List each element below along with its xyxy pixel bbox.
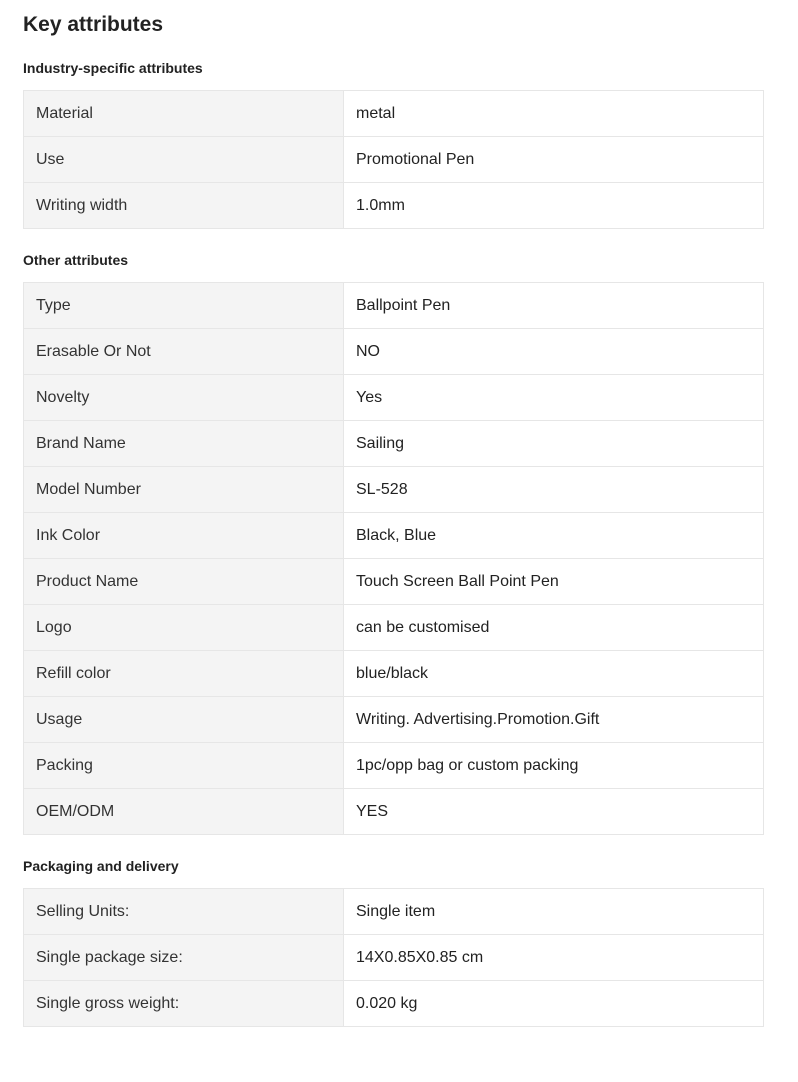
other-attributes-table <box>23 282 764 835</box>
attribute-value: metal <box>344 91 764 137</box>
table-row <box>24 183 764 229</box>
attribute-key: Novelty <box>24 375 344 421</box>
attribute-key: Model Number <box>24 467 344 513</box>
table-row <box>24 375 764 421</box>
attribute-key: Refill color <box>24 651 344 697</box>
attribute-key: Use <box>24 137 344 183</box>
attribute-value: 0.020 kg <box>344 981 764 1027</box>
table-row <box>24 137 764 183</box>
table-row <box>24 981 764 1027</box>
attribute-key: Material <box>24 91 344 137</box>
table-row <box>24 559 764 605</box>
attribute-key: OEM/ODM <box>24 789 344 835</box>
page-title: Key attributes <box>23 13 164 36</box>
table-row <box>24 789 764 835</box>
attribute-value: Writing. Advertising.Promotion.Gift <box>344 697 764 743</box>
attribute-value: SL-528 <box>344 467 764 513</box>
attribute-value: 1.0mm <box>344 183 764 229</box>
attribute-key: Single gross weight: <box>24 981 344 1027</box>
attribute-value: Touch Screen Ball Point Pen <box>344 559 764 605</box>
attribute-value: can be customised <box>344 605 764 651</box>
key-attributes-panel <box>23 0 764 1027</box>
section-title-industry-specific: Industry-specific attributes <box>23 60 203 76</box>
attribute-key: Writing width <box>24 183 344 229</box>
attribute-value: 14X0.85X0.85 cm <box>344 935 764 981</box>
attribute-value: Sailing <box>344 421 764 467</box>
table-row <box>24 421 764 467</box>
table-row <box>24 889 764 935</box>
attribute-key: Selling Units: <box>24 889 344 935</box>
attribute-value: blue/black <box>344 651 764 697</box>
attribute-value: Single item <box>344 889 764 935</box>
attribute-key: Product Name <box>24 559 344 605</box>
attribute-key: Erasable Or Not <box>24 329 344 375</box>
attribute-value: Promotional Pen <box>344 137 764 183</box>
attribute-key: Packing <box>24 743 344 789</box>
attribute-key: Brand Name <box>24 421 344 467</box>
attribute-key: Type <box>24 283 344 329</box>
attribute-key: Ink Color <box>24 513 344 559</box>
section-title-packaging-delivery: Packaging and delivery <box>23 858 179 874</box>
section-title-other-attributes: Other attributes <box>23 252 129 268</box>
attribute-value: Ballpoint Pen <box>344 283 764 329</box>
table-row <box>24 329 764 375</box>
table-row <box>24 935 764 981</box>
table-row <box>24 605 764 651</box>
table-row <box>24 697 764 743</box>
table-row <box>24 513 764 559</box>
attribute-value: Black, Blue <box>344 513 764 559</box>
attribute-value: NO <box>344 329 764 375</box>
attribute-key: Single package size: <box>24 935 344 981</box>
table-row <box>24 467 764 513</box>
attribute-value: Yes <box>344 375 764 421</box>
table-row <box>24 91 764 137</box>
industry-attributes-table <box>23 90 764 229</box>
attribute-key: Logo <box>24 605 344 651</box>
table-row <box>24 283 764 329</box>
attribute-key: Usage <box>24 697 344 743</box>
attribute-value: YES <box>344 789 764 835</box>
table-row <box>24 651 764 697</box>
packaging-delivery-table <box>23 888 764 1027</box>
attribute-value: 1pc/opp bag or custom packing <box>344 743 764 789</box>
table-row <box>24 743 764 789</box>
